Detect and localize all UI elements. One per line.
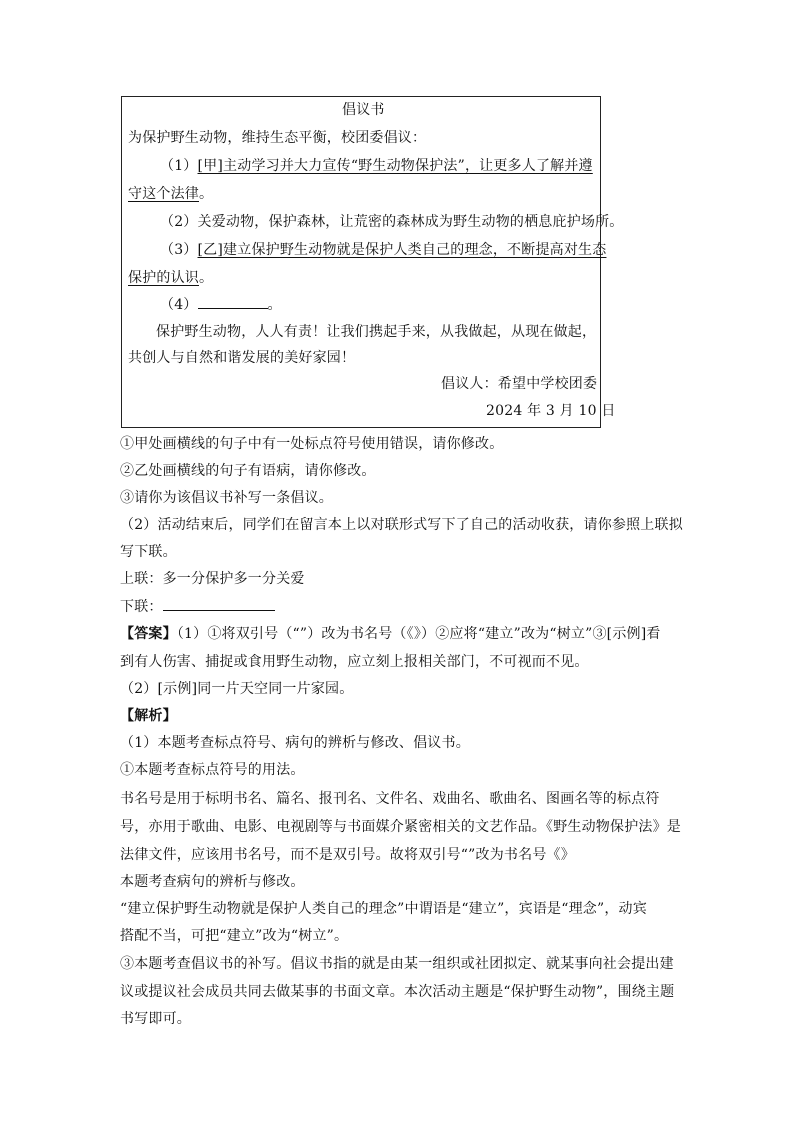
analysis-line: “建立保护野生动物就是保护人类自己的理念”中谓语是“建立”，宾语是“理念”，动宾 [120, 901, 647, 917]
analysis-line: 议或提议社会成员共同去做某事的书面文章。本次活动主题是“保护野生动物”，围绕主题 [120, 984, 675, 1000]
question-3: ③请你为该倡议书补写一条倡议。 [120, 490, 333, 506]
item-4-end: 。 [267, 297, 282, 313]
proposal-item-3 [160, 240, 606, 260]
proposal-title: 倡议书 [342, 102, 385, 118]
item-3-underlined-text-cont: 保护的认识 [128, 270, 199, 286]
answer-label: 【答案】 [120, 626, 177, 642]
answer-line-3: （2）[示例]同一片天空同一片家园。 [120, 681, 354, 697]
lower-couplet-blank [163, 596, 275, 611]
item-3-underlined-text: [乙]建立保护野生动物就是保护人类自己的理念，不断提高对生态 [197, 242, 607, 258]
analysis-line: ①本题考查标点符号的用法。 [120, 762, 305, 778]
item-4-number: （4） [160, 297, 198, 313]
analysis-line: （1）本题考查标点符号、病句的辨析与修改、倡议书。 [120, 735, 470, 751]
proposal-intro: 为保护野生动物，维持生态平衡，校团委倡议： [128, 130, 427, 146]
proposal-closing-2: 共创人与自然和谐发展的美好家园！ [128, 350, 356, 366]
analysis-line: 法律文件，应该用书名号，而不是双引号。故将双引号“”改为书名号《》 [120, 847, 575, 863]
proposal-item-3-cont [128, 268, 213, 288]
item-3-end: 。 [199, 270, 214, 286]
proposal-item-2: （2）关爱动物，保护森林，让荒密的森林成为野生动物的栖息庇护场所。 [160, 214, 624, 230]
item-1-number: （1） [160, 158, 198, 174]
upper-couplet: 上联：多一分保护多一分关爱 [120, 571, 305, 587]
proposal-item-4 [160, 294, 282, 315]
question-part-2: （2）活动结束后，同学们在留言本上以对联形式写下了自己的活动收获，请你参照上联拟 [120, 517, 683, 533]
proposal-date: 2024 年 3 月 10 日 [486, 403, 616, 419]
item-1-underlined-text-cont: 守这个法律 [128, 186, 199, 202]
analysis-line: 书名号是用于标明书名、篇名、报刊名、文件名、戏曲名、歌曲名、图画名等的标点符 [120, 791, 660, 807]
analysis-line: ③本题考查倡议书的补写。倡议书指的就是由某一组织或社团拟定、就某事向社会提出建 [120, 956, 674, 972]
question-1: ①甲处画横线的句子中有一处标点符号使用错误，请你修改。 [120, 436, 504, 452]
proposal-item-1-cont [128, 184, 213, 204]
item-3-number: （3） [160, 242, 198, 258]
answer-line-1 [120, 624, 661, 644]
analysis-line: 本题考查病句的辨析与修改。 [120, 874, 305, 890]
lower-couplet [120, 596, 275, 617]
question-2: ②乙处画横线的句子有语病，请你修改。 [120, 463, 376, 479]
answer-text-1: （1）①将双引号（“”）改为书名号（《》）②应将“建立”改为“树立”③[示例]看 [176, 626, 661, 642]
proposal-item-1 [160, 156, 593, 176]
proposal-closing-1: 保护野生动物，人人有责！让我们携起手来，从我做起，从现在做起， [156, 324, 597, 340]
lower-couplet-label: 下联： [120, 599, 163, 615]
proposal-signer: 倡议人：希望中学校团委 [441, 376, 598, 392]
analysis-label: 【解析】 [120, 708, 177, 724]
answer-line-2: 到有人伤害、捕捉或食用野生动物，应立刻上报相关部门，不可视而不见。 [120, 654, 589, 670]
question-part-2-cont: 写下联。 [120, 544, 177, 560]
item-1-underlined-text: [甲]主动学习并大力宣传“野生动物保护法”，让更多人了解并遵 [197, 158, 593, 174]
item-1-end: 。 [199, 186, 214, 202]
analysis-line: 号，亦用于歌曲、电影、电视剧等与书面媒介紧密相关的文艺作品。《野生动物保护法》是 [120, 819, 681, 835]
item-4-blank [198, 294, 268, 309]
analysis-line: 书写即可。 [120, 1011, 191, 1027]
analysis-line: 搭配不当，可把“建立”改为“树立”。 [120, 928, 349, 944]
